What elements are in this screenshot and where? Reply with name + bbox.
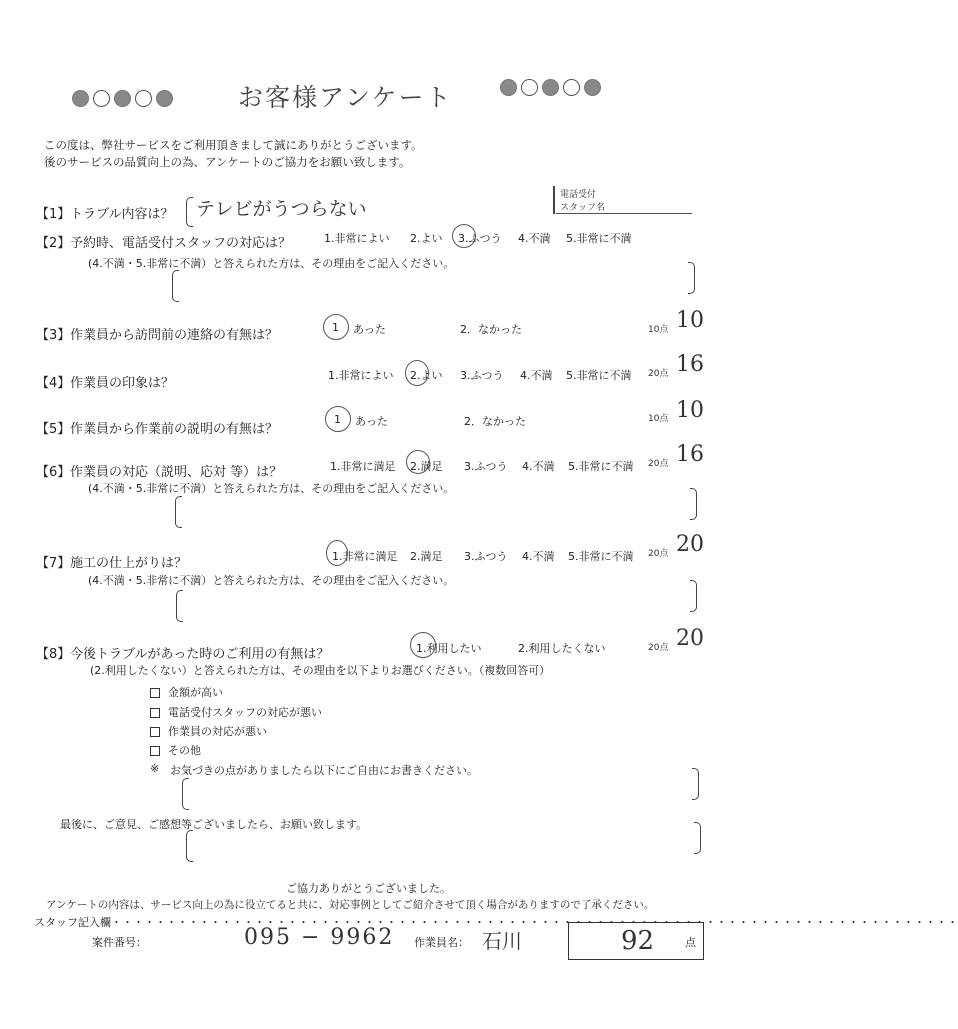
q6-number: 【6】 — [36, 465, 71, 480]
closing-request: 最後に、ご意見、ご感想等ございましたら、お願い致します。 — [60, 818, 368, 831]
q7-option-3[interactable]: 3.ふつう — [464, 550, 508, 563]
case-number-value: 095 − 9962 — [244, 925, 395, 950]
q7-option-1[interactable]: 1.非常に満足 — [332, 550, 398, 563]
q6-option-4[interactable]: 4.不満 — [522, 460, 555, 473]
q4-option-1[interactable]: 1.非常によい — [328, 369, 394, 382]
q2-option-5[interactable]: 5.非常に不満 — [566, 232, 632, 245]
q7-score: 20 — [676, 532, 704, 557]
case-number-label: 案件番号： — [92, 936, 147, 949]
closing-bracket-left — [186, 830, 193, 862]
q4-question: 作業員の印象は？ — [70, 376, 175, 391]
q8-score: 20 — [676, 626, 704, 651]
intro-line-2: 後のサービスの品質向上の為、アンケートのご協力をお願い致します。 — [44, 155, 411, 169]
q6-reason-bracket-left — [175, 496, 182, 528]
worker-name-label: 作業員名： — [414, 936, 469, 949]
closing-disclaimer: アンケートの内容は、サービス向上の為に役立てると共に、対応事例としてご紹介させて頂く場合がありますので了承ください。 — [46, 899, 655, 911]
q3-option-1-label[interactable]: あった — [353, 323, 386, 336]
intro-line-1: この度は、弊社サービスをご利用頂きまして誠にありがとうございます。 — [44, 138, 423, 152]
q8-note: お気づきの点がありましたら以下にご自由にお書きください。 — [170, 764, 478, 777]
staff-box-underline — [556, 213, 692, 214]
q2-selection-circle — [452, 224, 476, 248]
q5-selection-circle — [325, 406, 351, 432]
q5-option-1-number[interactable]: 1 — [334, 413, 341, 426]
total-score-value: 92 — [621, 926, 655, 956]
total-score-box — [568, 922, 704, 960]
q5-score: 10 — [676, 398, 704, 423]
q2-option-2[interactable]: 2.よい — [410, 232, 443, 245]
closing-bracket-right — [694, 822, 701, 854]
q4-score: 16 — [676, 352, 704, 377]
q7-option-4[interactable]: 4.不満 — [522, 550, 555, 563]
q3-option-2[interactable]: 2．なかった — [460, 323, 522, 336]
q2-reason-prompt: (4.不満・5.非常に不満）と答えられた方は、その理由をご記入ください。 — [88, 257, 455, 270]
q2-question: 予約時、電話受付スタッフの対応は？ — [70, 236, 292, 251]
q4-option-3[interactable]: 3.ふつう — [460, 369, 504, 382]
checkbox-icon[interactable] — [150, 688, 160, 698]
q2-option-4[interactable]: 4.不満 — [518, 232, 551, 245]
q4-number: 【4】 — [36, 376, 71, 391]
checkbox-icon[interactable] — [150, 727, 160, 737]
q8-question: 今後トラブルがあった時のご利用の有無は？ — [70, 647, 330, 662]
q2-option-3[interactable]: 3.ふつう — [458, 232, 502, 245]
q4-points-label: 20点 — [648, 369, 669, 379]
q2-number: 【2】 — [36, 236, 71, 251]
q6-selection-circle — [406, 450, 430, 474]
q7-points-label: 20点 — [648, 549, 669, 559]
q6-reason-bracket-right — [690, 488, 697, 520]
closing-thanks: ご協力ありがとうございました。 — [286, 882, 451, 895]
q8-selection-circle — [410, 632, 436, 658]
q6-points-label: 20点 — [648, 459, 669, 469]
q8-points-label: 20点 — [648, 643, 669, 653]
q6-reason-prompt: (4.不満・5.非常に不満）と答えられた方は、その理由をご記入ください。 — [88, 482, 455, 495]
staff-section-label: スタッフ記入欄・・・・・・・・・・・・・・・・・・・・・・・・・・・・・・・・・・・・・・・・・・・・・・・・・・・・・・・・・・・・・・・・・・・・・・・・・・・・・ — [34, 916, 958, 929]
q6-option-3[interactable]: 3.ふつう — [464, 460, 508, 473]
q8-note-bracket-right — [692, 768, 699, 800]
q1-handwritten-answer[interactable]: テレビがうつらない — [196, 198, 367, 220]
q1-question: トラブル内容は？ — [70, 207, 174, 222]
q8-number: 【8】 — [36, 647, 71, 662]
page-title: お客様アンケート — [238, 83, 453, 112]
q8-reason-prompt: (2.利用したくない）と答えられた方は、その理由を以下よりお選びください。（複数回答可） — [90, 664, 551, 677]
q4-option-4[interactable]: 4.不満 — [520, 369, 553, 382]
header-dots-left — [72, 90, 173, 107]
q8-choice-3[interactable]: 作業員の対応が悪い — [150, 723, 267, 739]
q2-reason-bracket-right — [688, 262, 695, 294]
q6-option-1[interactable]: 1.非常に満足 — [330, 460, 396, 473]
q8-note-bracket-left — [182, 778, 189, 810]
q8-choice-2[interactable]: 電話受付スタッフの対応が悪い — [150, 704, 322, 720]
q6-question: 作業員の対応（説明、応対 等）は？ — [70, 465, 283, 480]
q7-reason-bracket-right — [690, 580, 697, 612]
staff-box-label-2: スタッフ名 — [560, 203, 606, 213]
staff-box-divider — [553, 186, 555, 214]
q4-option-2[interactable]: 2.よい — [410, 369, 443, 382]
q5-question: 作業員から作業前の説明の有無は？ — [70, 422, 279, 437]
q3-score: 10 — [676, 308, 704, 333]
q8-option-2[interactable]: 2.利用したくない — [518, 642, 606, 655]
q3-points-label: 10点 — [648, 325, 669, 335]
q2-option-1[interactable]: 1.非常によい — [324, 232, 390, 245]
q5-option-1-label[interactable]: あった — [355, 415, 388, 428]
q3-selection-circle — [323, 314, 349, 340]
q7-question: 施工の仕上がりは？ — [70, 556, 188, 571]
q3-question: 作業員から訪問前の連絡の有無は？ — [70, 328, 279, 343]
q5-number: 【5】 — [36, 422, 71, 437]
q8-choice-1[interactable]: 金額が高い — [150, 684, 223, 700]
q7-option-2[interactable]: 2.満足 — [410, 550, 443, 563]
q7-reason-prompt: (4.不満・5.非常に不満）と答えられた方は、その理由をご記入ください。 — [88, 574, 455, 587]
checkbox-icon[interactable] — [150, 746, 160, 756]
q2-reason-bracket-left — [172, 270, 179, 302]
q8-choice-4[interactable]: その他 — [150, 742, 201, 758]
q3-option-1-number[interactable]: 1 — [332, 321, 339, 334]
q7-number: 【7】 — [36, 556, 71, 571]
total-score-unit: 点 — [685, 936, 696, 949]
q8-note-mark: ※ — [150, 762, 160, 775]
q6-option-2[interactable]: 2.満足 — [410, 460, 443, 473]
q3-number: 【3】 — [36, 328, 71, 343]
q1-bracket-left — [186, 197, 193, 227]
q5-option-2[interactable]: 2．なかった — [464, 415, 526, 428]
q7-selection-circle — [326, 540, 348, 566]
q4-selection-circle — [405, 360, 429, 386]
q8-option-1[interactable]: 1.利用したい — [416, 642, 482, 655]
q7-option-5[interactable]: 5.非常に不満 — [568, 550, 634, 563]
q6-score: 16 — [676, 442, 704, 467]
header-dots-right — [500, 79, 601, 96]
q5-points-label: 10点 — [648, 414, 669, 424]
worker-name-value: 石川 — [482, 929, 522, 953]
staff-box-label-1: 電話受付 — [560, 190, 597, 200]
q7-reason-bracket-left — [176, 590, 183, 622]
q6-option-5[interactable]: 5.非常に不満 — [568, 460, 634, 473]
q1-number: 【1】 — [36, 207, 71, 222]
checkbox-icon[interactable] — [150, 708, 160, 718]
q4-option-5[interactable]: 5.非常に不満 — [566, 369, 632, 382]
